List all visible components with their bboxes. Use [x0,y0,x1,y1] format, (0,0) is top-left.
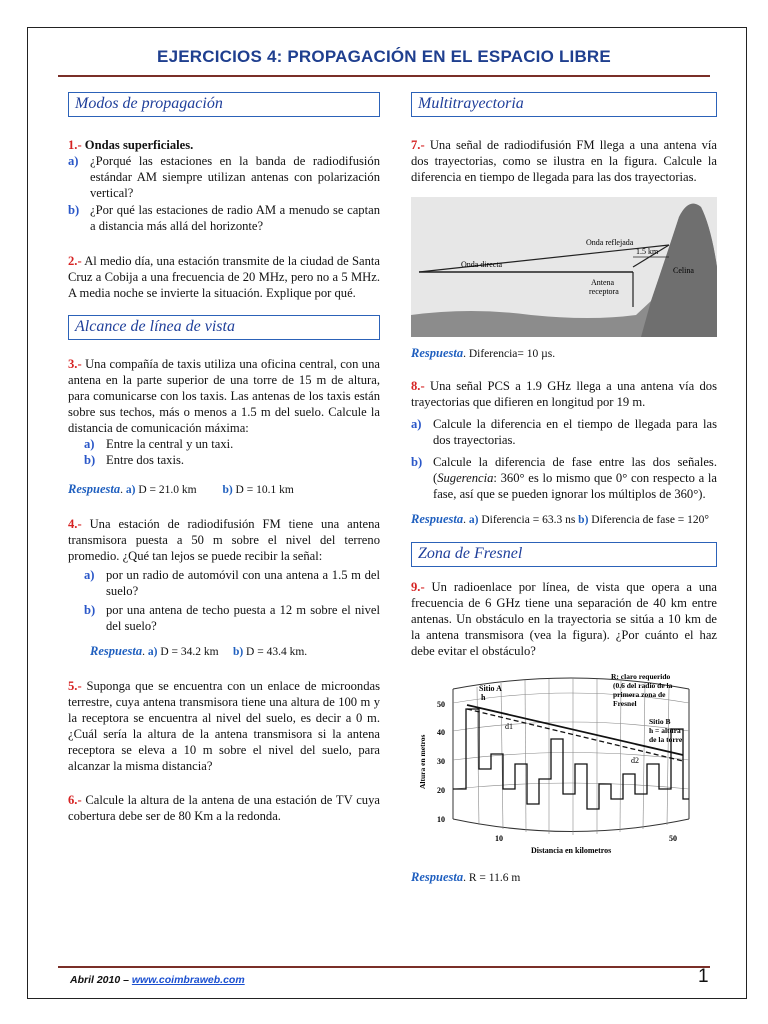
exercise-7-answer: Respuesta. Diferencia= 10 µs. [411,346,556,360]
exercise-3a: a) Entre la central y un taxi. [84,437,234,451]
x-tick-50: 50 [669,834,677,843]
exercise-8-answer: Respuesta. a) Diferencia = 63.3 ns b) Diferencia de fase = 120° [411,512,710,526]
exercise-1b: b) ¿Por qué las estaciones de radio AM a menudo se captan a distancia más allá del horizonte? [68,203,380,233]
exercise-5: 5.- Suponga que se encuentra con un enlace de microondas terrestre, cuya antena transmisora tiene una altura de 100 m y la receptora se encuentra al nivel del suelo, es decir a 0 m. ¿Cuál sería la altura de la antena transmisora si la antena receptora se eleva a 10 m sobre el nivel del suelo, para alcanzar la misma distancia? [68,679,380,773]
d1-label: d1 [505,722,513,731]
y-tick-50: 50 [437,700,445,709]
exercise-3: 3.- Una compañía de taxis utiliza una oficina central, con una antena en la parte superior de una torre de 15 m de altura, para comunicarse con los taxis. Las antenas de los taxis están sobre sus techos, más o menos a 1.5 m del suelo. Calcule la distancia de comunicación máxima: [68,357,380,435]
y-tick-20: 20 [437,786,445,795]
fresnel-diagram [411,669,701,859]
right-column [411,92,717,886]
antenna-label-2: receptora [589,287,619,296]
exercise-1a: a) ¿Porqué las estaciones en la banda de radiodifusión estándar AM siempre utilizan antenas con polarización vertical? [68,154,380,200]
exercise-7: 7.- Una señal de radiodifusión FM llega a una antena vía dos trayectorias, como se ilustra en la figura. Calcule la diferencia en tiempo de llegada para las dos trayectorias. [411,138,718,184]
exercise-8a: a) Calcule la diferencia en el tiempo de llegada para las dos trayectorias. [411,417,717,447]
section-multitrayectoria: Multitrayectoria [411,92,717,117]
exercise-1-heading: 1.- Ondas superficiales. [68,138,194,152]
y-tick-40: 40 [437,728,445,737]
reflected-wave-label: Onda reflejada [586,238,634,247]
page-title: EJERCICIOS 4: PROPAGACIÓN EN EL ESPACIO LIBRE [157,47,611,66]
x-tick-10: 10 [495,834,503,843]
exercise-3-answer: Respuesta. a) D = 21.0 km b) D = 10.1 km [68,482,294,496]
y-tick-10: 10 [437,815,445,824]
fresnel-note-2: (0.6 del radio de la [613,681,673,690]
footer-link[interactable]: www.coimbraweb.com [131,974,245,986]
site-b-label: Sitio B [649,717,671,726]
grid-lines [453,678,689,835]
exercise-4-answer: Respuesta. a) D = 34.2 km b) D = 43.4 km. [90,644,308,658]
exercise-2: 2.- Al medio día, una estación transmite de la ciudad de Santa Cruz a Cobija a una frecuencia de 20 MHz, pero no a 5 MHz. A media noche se invierte la situación. Explique por qué. [68,254,380,300]
exercise-3b: b) Entre dos taxis. [84,453,184,467]
site-a-h-label: h [481,693,486,702]
distance-label: 1.5 km [636,247,659,256]
multipath-diagram [411,197,717,337]
footer-divider [58,966,710,968]
exercise-8b: b) Calcule la diferencia de fase entre las dos señales. (Sugerencia: 360° es lo mismo que 0° con respecto a la fase, así que se pueden ignorar los múltiplos de 360°). [411,455,717,501]
site-a-label: Sitio A [479,684,502,693]
exercise-6: 6.- Calcule la altura de la antena de una estación de TV cuya cobertura debe ser de 80 Km a la redonda. [68,793,380,823]
x-axis-label: Distancia en kilometros [531,846,612,855]
d2-label: d2 [631,756,639,765]
exercise-9-answer: Respuesta. R = 11.6 m [411,870,521,884]
exercise-4b: b) por una antena de techo puesta a 12 m sobre el nivel del suelo? [84,603,380,633]
exercise-4a: a) por un radio de automóvil con una antena a 1.5 m del suelo? [84,568,380,598]
earth-curve [453,819,689,832]
section-alcance-linea-vista: Alcance de línea de vista [68,315,380,340]
title-divider [58,75,710,77]
exercise-9: 9.- Un radioenlace por línea, de vista que opera a una frecuencia de 6 GHz tiene una separación de 40 km entre antenas. Un obstáculo en la trayectoria se sitúa a 10 km de la antena transmisora (vea la figura). ¿Por cuánto el haz debe evitar el obstáculo? [411,580,718,658]
fresnel-note-1: R: claro requerido [611,672,671,681]
left-column [68,92,380,824]
fresnel-note-3: primera zona de [613,690,666,699]
site-b-h-label: h = altura [649,726,681,735]
cliff-label: Celina [673,266,694,275]
section-zona-fresnel: Zona de Fresnel [411,542,717,567]
fresnel-note-4: Fresnel [613,699,637,708]
exercise-8: 8.- Una señal PCS a 1.9 GHz llega a una antena vía dos trayectorias que difieren en longitud por 19 m. [411,379,718,409]
y-axis-label: Altura en metros [418,734,427,789]
fresnel-figure [411,669,717,864]
direct-wave-label: Onda directa [461,260,503,269]
footer-credit: Abril 2010 – www.coimbraweb.com [70,974,245,986]
antenna-label-1: Antena [591,278,615,287]
multipath-figure [411,197,717,342]
site-b-tower-label: de la torre [649,735,683,744]
section-modos-propagacion: Modos de propagación [68,92,380,117]
exercise-4: 4.- Una estación de radiodifusión FM tiene una antena transmisora puesta a 50 m sobre el nivel del terreno promedio. ¿Qué tan lejos se puede recibir la señal: [68,517,380,563]
page-number: 1 [698,966,709,987]
y-tick-30: 30 [437,757,445,766]
